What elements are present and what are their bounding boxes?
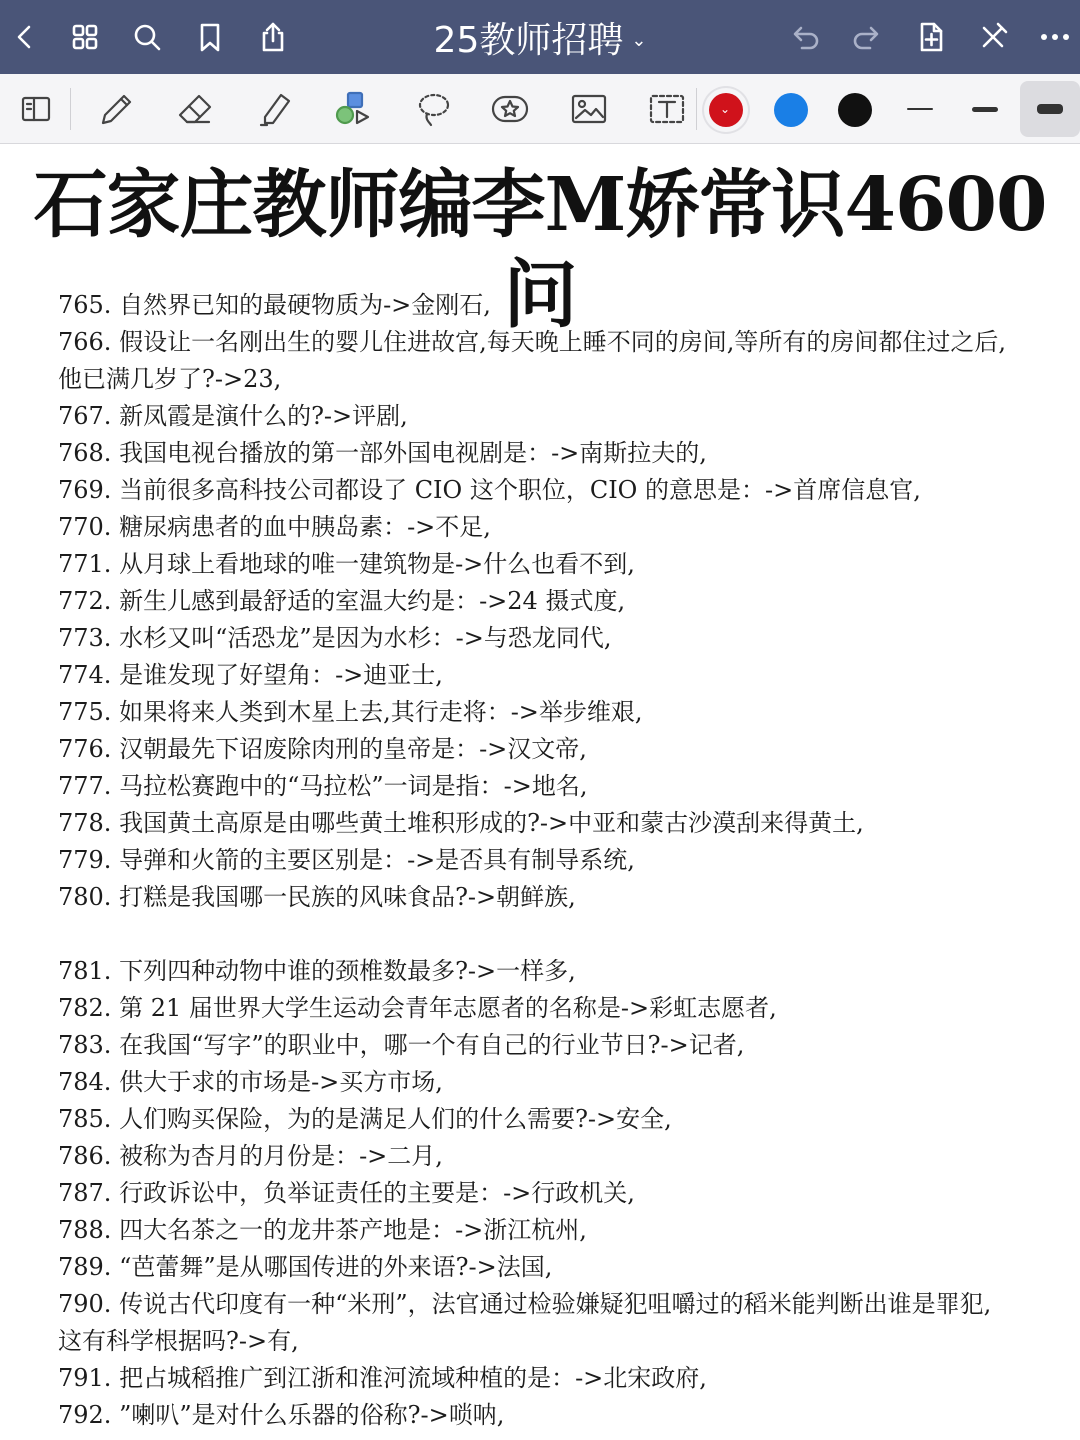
- text-line: 766. 假设让一名刚出生的婴儿住进故宫,每天晚上睡不同的房间,等所有的房间都住过之后,: [58, 328, 1006, 356]
- shapes-icon[interactable]: [324, 81, 382, 137]
- document-body: [58, 287, 1048, 1434]
- text-line: 775. 如果将来人类到木星上去,其行走将：->举步维艰,: [58, 698, 643, 726]
- toolbar-divider: [70, 88, 71, 130]
- back-icon[interactable]: [0, 12, 50, 62]
- text-line: 777. 马拉松赛跑中的“马拉松”一词是指：->地名,: [58, 772, 588, 800]
- share-icon[interactable]: [248, 12, 298, 62]
- chevron-down-icon: ⌄: [720, 102, 731, 116]
- grid-icon[interactable]: [60, 12, 110, 62]
- text-line: 780. 打糕是我国哪一民族的风味食品?->朝鲜族,: [58, 883, 576, 911]
- stroke-width-medium[interactable]: [955, 81, 1015, 137]
- lasso-icon[interactable]: [404, 81, 462, 137]
- text-line: 786. 被称为杏月的月份是：->二月,: [58, 1142, 443, 1170]
- undo-icon[interactable]: [780, 12, 830, 62]
- eraser-icon[interactable]: [166, 81, 224, 137]
- color-swatch-red[interactable]: [709, 93, 743, 127]
- text-line: 774. 是谁发现了好望角：->迪亚士,: [58, 661, 443, 689]
- text-line: 771. 从月球上看地球的唯一建筑物是->什么也看不到,: [58, 550, 635, 578]
- text-line: 768. 我国电视台播放的第一部外国电视剧是：->南斯拉夫的,: [58, 439, 707, 467]
- toggle-panel-icon[interactable]: [8, 81, 66, 137]
- document-title-menu[interactable]: [340, 14, 740, 60]
- add-page-icon[interactable]: [906, 12, 956, 62]
- text-line: 791. 把占城稻推广到江浙和淮河流域种植的是：->北宋政府,: [58, 1364, 707, 1392]
- toolbar-divider: [696, 88, 697, 130]
- text-line: 792. ”喇叭”是对什么乐器的俗称?->唢呐,: [58, 1401, 505, 1429]
- text-line: 787. 行政诉讼中，负举证责任的主要是：->行政机关,: [58, 1179, 635, 1207]
- image-icon[interactable]: [560, 81, 618, 137]
- more-icon[interactable]: [1030, 12, 1080, 62]
- text-line: 785. 人们购买保险，为的是满足人们的什么需要?->安全,: [58, 1105, 672, 1133]
- color-swatch-black[interactable]: [838, 93, 872, 127]
- text-line: 765. 自然界已知的最硬物质为->金刚石,: [58, 291, 491, 319]
- top-navigation-bar: [0, 0, 1080, 74]
- drawing-toolbar: [0, 74, 1080, 144]
- text-line: 773. 水杉又叫“活恐龙”是因为水杉：->与恐龙同代,: [58, 624, 612, 652]
- text-line: 776. 汉朝最先下诏废除肉刑的皇帝是：->汉文帝,: [58, 735, 587, 763]
- document-title: 25教师招聘: [433, 19, 624, 61]
- color-swatch-blue[interactable]: [774, 93, 808, 127]
- bookmark-icon[interactable]: [185, 12, 235, 62]
- text-line: 782. 第 21 届世界大学生运动会青年志愿者的名称是->彩虹志愿者,: [58, 994, 777, 1022]
- pen-icon[interactable]: [86, 81, 144, 137]
- redo-icon[interactable]: [842, 12, 892, 62]
- text-line: 781. 下列四种动物中谁的颈椎数最多?->一样多,: [58, 957, 576, 985]
- highlighter-icon[interactable]: [246, 81, 304, 137]
- text-line: 790. 传说古代印度有一种“米刑”，法官通过检验嫌疑犯咀嚼过的稻米能判断出谁是罪犯,: [58, 1290, 992, 1318]
- search-icon[interactable]: [122, 12, 172, 62]
- chevron-down-icon: ⌄: [631, 29, 647, 51]
- page-title: 石家庄教师编李M娇常识4600问: [33, 162, 1047, 338]
- text-line: 772. 新生儿感到最舒适的室温大约是：->24 摄式度,: [58, 587, 626, 615]
- text-line: 769. 当前很多高科技公司都设了 CIO 这个职位，CIO 的意思是：->首席信息官,: [58, 476, 921, 504]
- stroke-width-thin[interactable]: [890, 81, 950, 137]
- text-line: 他已满几岁了?->23,: [58, 365, 282, 393]
- text-line: 789. “芭蕾舞”是从哪国传进的外来语?->法国,: [58, 1253, 553, 1281]
- text-line: 783. 在我国“写字”的职业中，哪一个有自己的行业节日?->记者,: [58, 1031, 745, 1059]
- close-pen-icon[interactable]: [968, 12, 1018, 62]
- text-line: 778. 我国黄土高原是由哪些黄土堆积形成的?->中亚和蒙古沙漠刮来得黄土,: [58, 809, 864, 837]
- text-icon[interactable]: [638, 81, 696, 137]
- paragraph-gap: [58, 916, 1048, 953]
- text-line: 788. 四大名茶之一的龙井茶产地是：->浙江杭州,: [58, 1216, 587, 1244]
- text-line: 779. 导弹和火箭的主要区别是：->是否具有制导系统,: [58, 846, 635, 874]
- text-line: 767. 新凤霞是演什么的?->评剧,: [58, 402, 408, 430]
- text-line: 770. 糖尿病患者的血中胰岛素：->不足,: [58, 513, 491, 541]
- sticker-icon[interactable]: [481, 81, 539, 137]
- text-line: 这有科学根据吗?->有,: [58, 1327, 299, 1355]
- stroke-width-thick[interactable]: [1020, 81, 1080, 137]
- text-line: 784. 供大于求的市场是->买方市场,: [58, 1068, 443, 1096]
